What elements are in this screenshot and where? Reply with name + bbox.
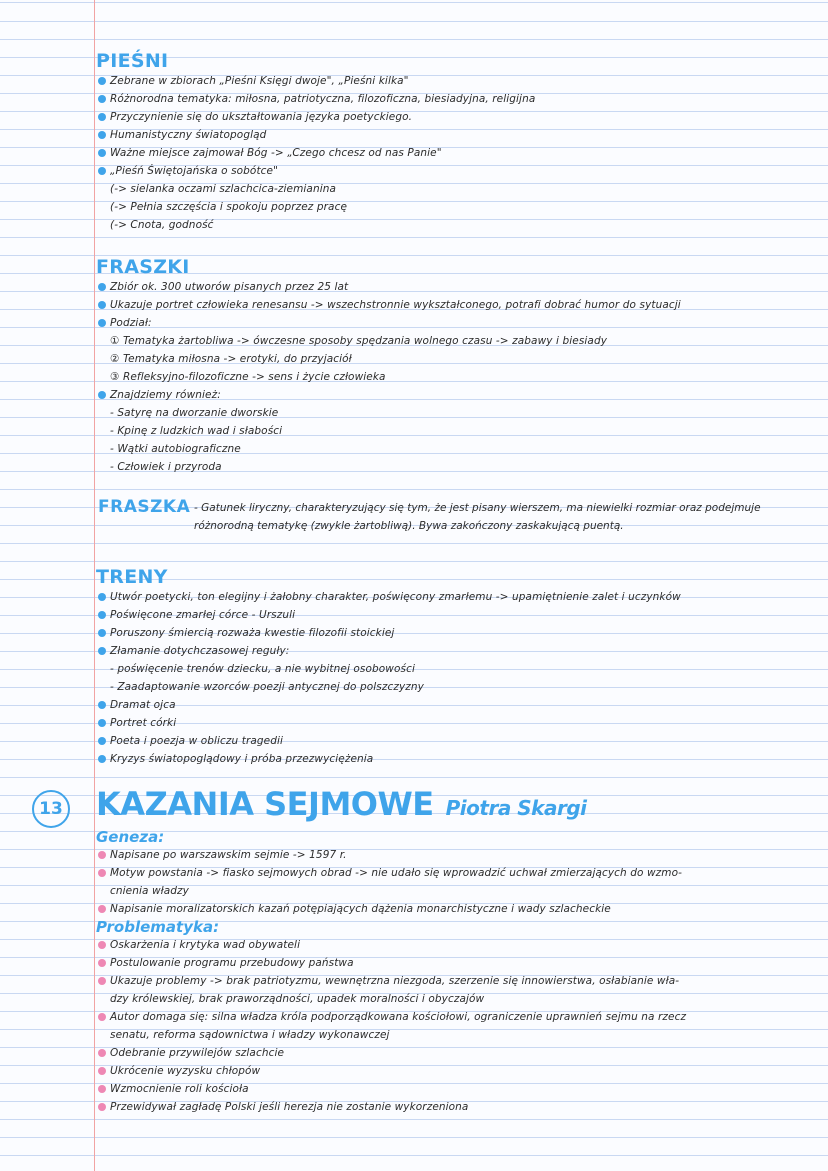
list-item: Podział: (96, 314, 822, 332)
subheading-problematyka: Problematyka: (96, 918, 220, 936)
bullet-dot-icon (98, 905, 106, 913)
section-treny (96, 566, 822, 768)
list-item: Dramat ojca (96, 696, 822, 714)
list-item-continuation: dzy królewskiej, brak praworządności, upadek moralności i obyczajów (110, 993, 485, 1005)
topic-title (96, 785, 587, 827)
bullet-dot-icon (98, 977, 106, 985)
topic-title-author: Piotra Skargi (445, 796, 587, 820)
list-item: Zbiór ok. 300 utworów pisanych przez 25 lat (96, 278, 822, 296)
subheading-geneza: Geneza: (96, 828, 165, 846)
numbered-item: ③ Refleksyjno-filozoficzne -> sens i życie człowieka (110, 371, 386, 383)
list-item: Przewidywał zagładę Polski jeśli herezja nie zostanie wykorzeniona (96, 1098, 822, 1116)
list-item: Napisane po warszawskim sejmie -> 1597 r. (96, 846, 822, 864)
bullet-dot-icon (98, 1103, 106, 1111)
dash-item: - Kpinę z ludzkich wad i słabości (110, 425, 283, 437)
bullet-dot-icon (98, 737, 106, 745)
section-heading-piesni: PIEŚNI (96, 50, 169, 72)
section-heading-fraszki: FRASZKI (96, 256, 190, 278)
bullet-dot-icon (98, 283, 106, 291)
list-item: Napisanie moralizatorskich kazań potępiających dążenia monarchistyczne i wady szlacheckie (96, 900, 822, 918)
list-item: Portret córki (96, 714, 822, 732)
list-item: Przyczynienie się do ukształtowania języka poetyckiego. (96, 108, 822, 126)
topic-title-main: KAZANIA SEJMOWE (96, 785, 434, 823)
list-item: Ukazuje problemy -> brak patriotyzmu, wewnętrzna niezgoda, szerzenie się innowierstwa, osłabianie wła- (96, 972, 822, 990)
bullet-dot-icon (98, 611, 106, 619)
bullet-dot-icon (98, 941, 106, 949)
list-item-continuation: cnienia władzy (110, 885, 189, 897)
list-item: Poeta i poezja w obliczu tragedii (96, 732, 822, 750)
list-item: Utwór poetycki, ton elegijny i żałobny charakter, poświęcony zmarłemu -> upamiętnienie zalet i uczynków (96, 588, 822, 606)
list-item: Różnorodna tematyka: miłosna, patriotyczna, filozoficzna, biesiadyjna, religijna (96, 90, 822, 108)
section-piesni (96, 50, 822, 234)
list-item: Humanistyczny światopogląd (96, 126, 822, 144)
bullet-dot-icon (98, 629, 106, 637)
dash-item: - Człowiek i przyroda (110, 461, 222, 473)
bullet-dot-icon (98, 301, 106, 309)
list-item: Autor domaga się: silna władza króla podporządkowana kościołowi, ograniczenie uprawnień sejmu na rzecz (96, 1008, 822, 1026)
bullet-dot-icon (98, 1049, 106, 1057)
list-item: Ukrócenie wyzysku chłopów (96, 1062, 822, 1080)
list-item: „Pieśń Świętojańska o sobótce" (96, 162, 822, 180)
list-item: Odebranie przywilejów szlachcie (96, 1044, 822, 1062)
dash-item: - Wątki autobiograficzne (110, 443, 241, 455)
bullet-dot-icon (98, 113, 106, 121)
numbered-item: ② Tematyka miłosna -> erotyki, do przyjaciół (110, 353, 352, 365)
list-item: Oskarżenia i krytyka wad obywateli (96, 936, 822, 954)
section-kazania (96, 828, 822, 1116)
sub-item: (-> sielanka oczami szlachcica-ziemianina (110, 183, 337, 195)
list-item: Motyw powstania -> fiasko sejmowych obrad -> nie udało się wprowadzić uchwał zmierzających do wzmo- (96, 864, 822, 882)
list-item: Kryzys światopoglądowy i próba przezwyciężenia (96, 750, 822, 768)
definition-text: - Gatunek liryczny, charakteryzujący się tym, że jest pisany wierszem, ma niewielki rozmiar oraz podejmuje różnorodną tematykę (zwykle żartobliwą). Bywa zakończony zaskakującą puentą. (194, 502, 761, 532)
dash-item: - poświęcenie trenów dziecku, a nie wybitnej osobowości (110, 663, 415, 675)
bullet-dot-icon (98, 647, 106, 655)
list-item: Wzmocnienie roli kościoła (96, 1080, 822, 1098)
bullet-dot-icon (98, 1067, 106, 1075)
dash-item: - Satyrę na dworzanie dworskie (110, 407, 279, 419)
list-item: Złamanie dotychczasowej reguły: (96, 642, 822, 660)
list-item: Poświęcone zmarłej córce - Urszuli (96, 606, 822, 624)
bullet-dot-icon (98, 755, 106, 763)
bullet-dot-icon (98, 319, 106, 327)
bullet-dot-icon (98, 959, 106, 967)
bullet-dot-icon (98, 701, 106, 709)
bullet-dot-icon (98, 149, 106, 157)
topic-number-badge: 13 (32, 790, 70, 828)
list-item-continuation: senatu, reforma sądownictwa i władzy wykonawczej (110, 1029, 390, 1041)
list-item: Znajdziemy również: (96, 386, 822, 404)
bullet-dot-icon (98, 593, 106, 601)
bullet-dot-icon (98, 851, 106, 859)
section-heading-treny: TRENY (96, 566, 168, 588)
bullet-dot-icon (98, 719, 106, 727)
sub-item: (-> Cnota, godność (110, 219, 214, 231)
bullet-dot-icon (98, 869, 106, 877)
bullet-dot-icon (98, 1085, 106, 1093)
bullet-dot-icon (98, 77, 106, 85)
bullet-dot-icon (98, 1013, 106, 1021)
list-item: Postulowanie programu przebudowy państwa (96, 954, 822, 972)
definition-term: FRASZKA (98, 497, 191, 517)
list-item: Zebrane w zbiorach „Pieśni Księgi dwoje", „Pieśni kilka" (96, 72, 822, 90)
list-item: Ważne miejsce zajmował Bóg -> „Czego chcesz od nas Panie" (96, 144, 822, 162)
sub-item: (-> Pełnia szczęścia i spokoju poprzez pracę (110, 201, 347, 213)
fraszka-definition (96, 497, 822, 557)
numbered-item: ① Tematyka żartobliwa -> ówczesne sposoby spędzania wolnego czasu -> zabawy i biesiady (110, 335, 608, 347)
section-fraszki (96, 256, 822, 476)
bullet-dot-icon (98, 391, 106, 399)
list-item: Ukazuje portret człowieka renesansu -> wszechstronnie wykształconego, potrafi dobrać humor do sytuacji (96, 296, 822, 314)
bullet-dot-icon (98, 131, 106, 139)
bullet-dot-icon (98, 167, 106, 175)
dash-item: - Zaadaptowanie wzorców poezji antycznej do polszczyzny (110, 681, 424, 693)
list-item: Poruszony śmiercią rozważa kwestie filozofii stoickiej (96, 624, 822, 642)
bullet-dot-icon (98, 95, 106, 103)
